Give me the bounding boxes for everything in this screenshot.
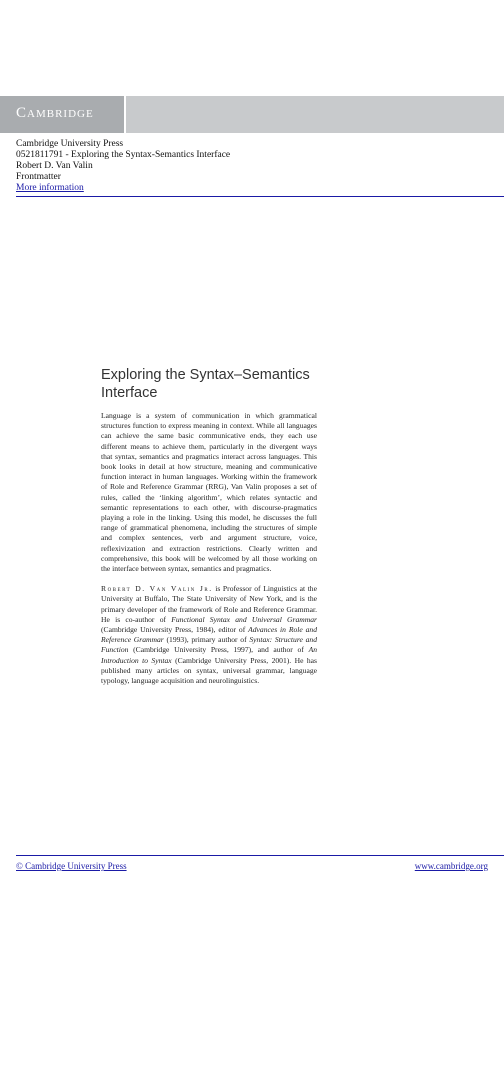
author-bio: Robert D. Van Valin Jr. is Professor of Linguistics at the University at Buffalo, The State University of New York, and is the primary developer of the framework of Role and Reference Grammar. He is co-author of Functional Syntax and Universal Grammar (Cambridge University Press, 1984), editor of Advances in Role and Reference Grammar (1993), primary author of Syntax: Structure and Function (Cambridge University Press, 1997), and author of An Introduction to Syntax (Cambridge University Press, 2001). He has published many articles on syntax, universal grammar, language typology, language acquisition and neurolinguistics. [101, 584, 318, 686]
author-line: Robert D. Van Valin [16, 161, 93, 171]
book-description: Language is a system of communication in which grammatical structures function to express meaning in context. While all languages can achieve the same basic communicative ends, they each use different means to achieve them, particularly in the divergent ways that syntax, semantics and pragmatics interact across languages. This book looks in detail at how structure, meaning and communicative function interact in human languages. Working within the framework of Role and Reference Grammar (RRG), Van Valin proposes a set of rules, called the ‘linking algorithm’, which relates syntactic and semantic representations to each other, with discourse-pragmatics playing a role in the linking. Using this model, he discusses the full range of grammatical phenomena, including the structures of simple and complex sentences, verb and argument structure, voice, reflexivization and extraction restrictions. Clearly written and comprehensive, this book will be welcomed by all those working on the interface between syntax, semantics and pragmatics. [101, 411, 317, 574]
title-line-1: Exploring the Syntax–Semantics [101, 367, 310, 383]
main-content [101, 366, 317, 696]
logo-text: Cambridge [16, 105, 94, 121]
book-meta [16, 139, 230, 194]
author-name: Robert D. Van Valin Jr. [101, 584, 213, 594]
header-divider [16, 196, 504, 197]
title-line-2: Interface [101, 385, 158, 401]
cambridge-logo [0, 96, 126, 133]
publisher-line: Cambridge University Press [16, 139, 124, 149]
website-link[interactable]: www.cambridge.org [414, 861, 488, 871]
footer-divider [16, 855, 504, 856]
isbn-title-line: 0521811791 - Exploring the Syntax-Semantics Interface [16, 150, 231, 160]
more-information-link[interactable]: More information [16, 183, 84, 193]
section-line: Frontmatter [16, 172, 61, 182]
copyright-link[interactable]: © Cambridge University Press [16, 861, 127, 871]
header-banner [0, 96, 504, 133]
book-title [101, 366, 317, 402]
